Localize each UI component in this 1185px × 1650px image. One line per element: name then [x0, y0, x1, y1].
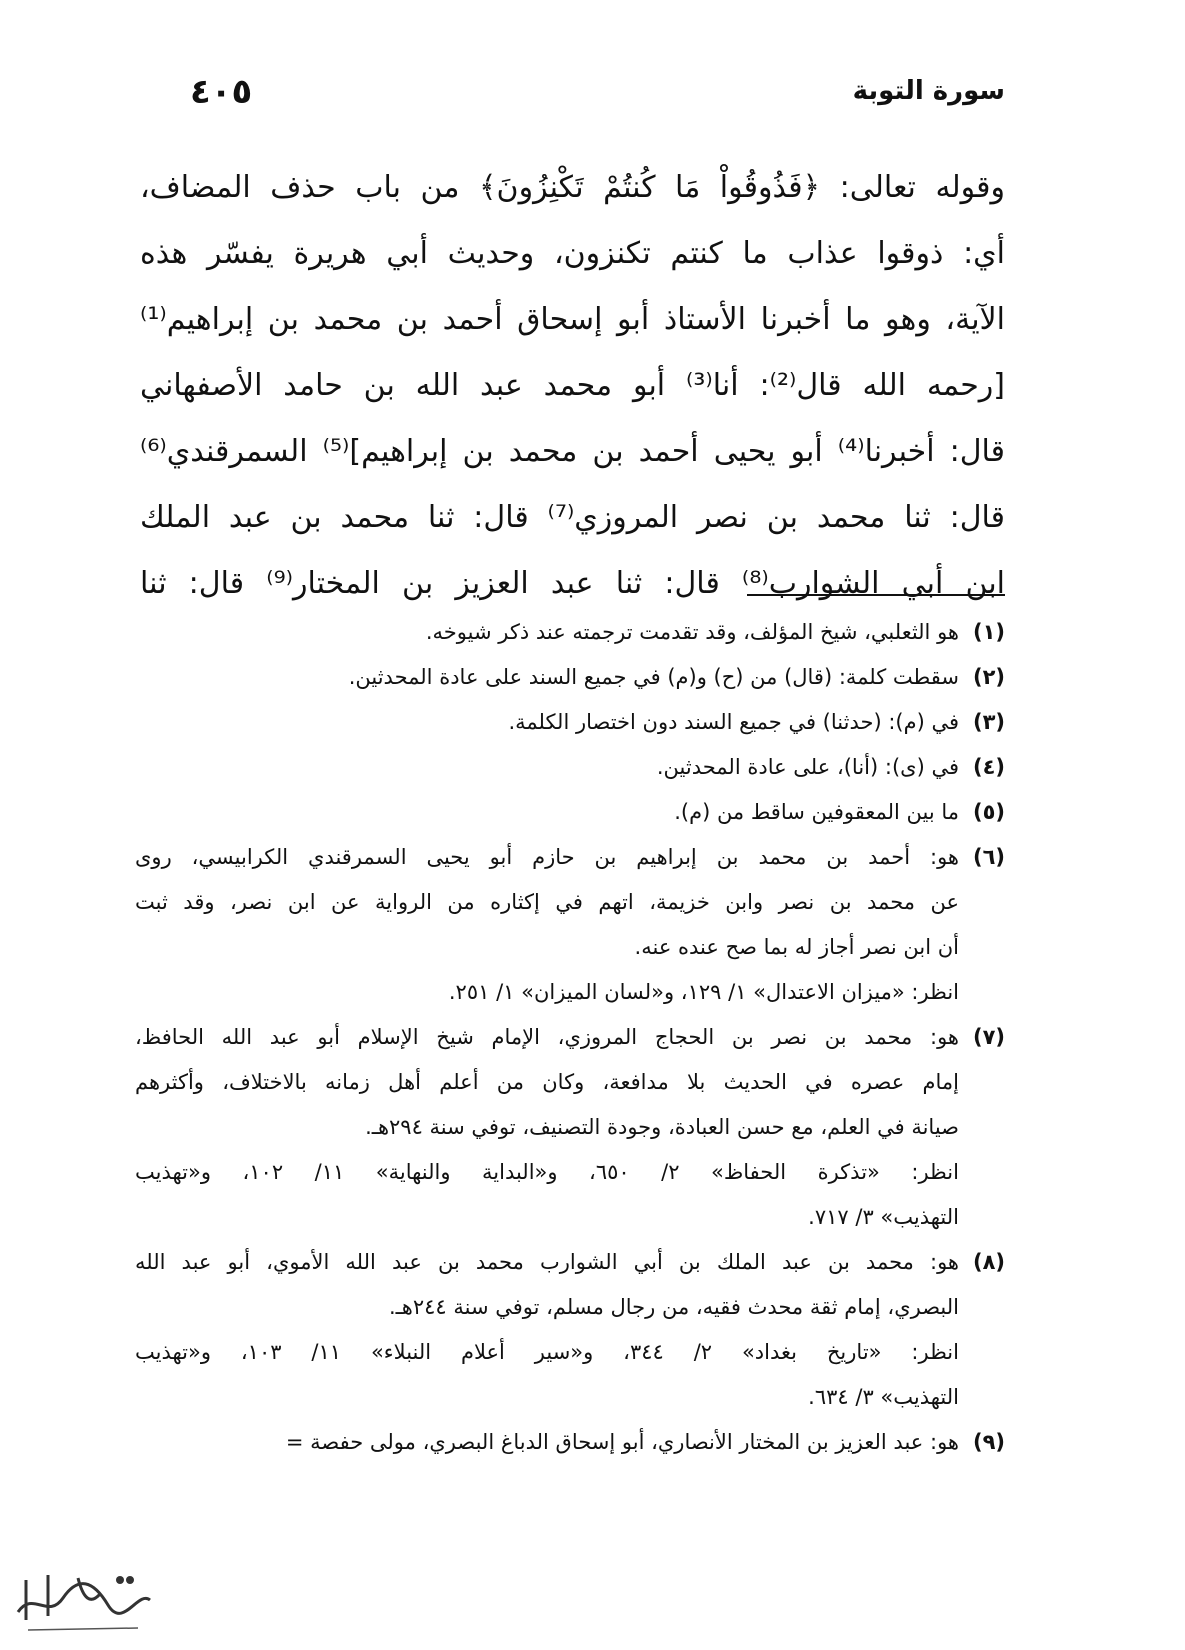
main-text	[140, 155, 1005, 617]
footnote-line: هو: محمد بن عبد الملك بن أبي الشوارب محمد بن عبد الله الأموي، أبو عبد الله	[135, 1250, 959, 1274]
footnote-number: (٢)	[972, 665, 1005, 689]
footnote-line: في (م): (حدثنا) في جميع السند دون اختصار الكلمة.	[508, 710, 959, 734]
footnote-line: البصري، إمام ثقة محدث فقيه، من رجال مسلم، توفي سنة ٢٤٤هـ.	[388, 1295, 959, 1319]
footnote-line: في (ى): (أنا)، على عادة المحدثين.	[656, 755, 959, 779]
footnotes	[135, 610, 1005, 1465]
main-text-line: أي: ذوقوا عذاب ما كنتم تكنزون، وحديث أبي هريرة يفسّر هذه	[140, 236, 1005, 271]
footnote-line: هو: عبد العزيز بن المختار الأنصاري، أبو إسحاق الدباغ البصري، مولى حفصة =	[285, 1430, 959, 1454]
page-header	[190, 68, 1005, 128]
footnote-number: (٦)	[972, 845, 1005, 869]
page-number: ٤٠٥	[190, 72, 253, 112]
main-text-line: الآية، وهو ما أخبرنا الأستاذ أبو إسحاق أحمد بن محمد بن إبراهيم⁽¹⁾	[140, 302, 1005, 337]
footnote	[135, 700, 1005, 745]
footnote-line: ما بين المعقوفين ساقط من (م).	[674, 800, 959, 824]
main-text-line: ابن أبي الشوارب⁽⁸⁾ قال: ثنا عبد العزيز بن المختار⁽⁹⁾ قال: ثنا	[140, 566, 1005, 601]
main-text-line: قال: ثنا محمد بن نصر المروزي⁽⁷⁾ قال: ثنا محمد بن عبد الملك	[140, 500, 1005, 535]
footnote-number: (٩)	[972, 1430, 1005, 1454]
surah-title: سورة التوبة	[852, 76, 1005, 106]
library-stamp-logo	[8, 1550, 158, 1640]
main-text-line: قال: أخبرنا⁽⁴⁾ أبو يحيى أحمد بن محمد بن إبراهيم]⁽⁵⁾ السمرقندي⁽⁶⁾	[140, 434, 1005, 469]
footnote-line: انظر: «تاريخ بغداد» ٢/ ٣٤٤، و«سير أعلام النبلاء» ١١/ ١٠٣، و«تهذيب	[135, 1340, 959, 1364]
footnote	[135, 745, 1005, 790]
footnote-line: هو: أحمد بن محمد بن إبراهيم بن حازم أبو يحيى السمرقندي الكرابيسي، روى	[135, 845, 959, 869]
main-text-line: وقوله تعالى: ﴿فَذُوقُواْ مَا كُنتُمْ تَكْنِزُونَ﴾ من باب حذف المضاف،	[140, 170, 1005, 205]
main-text-line: [رحمه الله قال⁽²⁾: أنا⁽³⁾ أبو محمد عبد الله بن حامد الأصفهاني	[140, 368, 1005, 403]
footnote	[135, 835, 1005, 1015]
footnote	[135, 610, 1005, 655]
footnote-line: عن محمد بن نصر وابن خزيمة، اتهم في إكثاره من الرواية عن ابن نصر، وقد ثبت	[135, 890, 959, 914]
footnote-line: التهذيب» ٣/ ٦٣٤.	[808, 1385, 959, 1409]
footnote-number: (٤)	[972, 755, 1005, 779]
footnote-number: (٨)	[972, 1250, 1005, 1274]
footnote-number: (٥)	[972, 800, 1005, 824]
footnote	[135, 1240, 1005, 1420]
footnote	[135, 655, 1005, 700]
footnote-line: هو الثعلبي، شيخ المؤلف، وقد تقدمت ترجمته عند ذكر شيوخه.	[425, 620, 959, 644]
footnote	[135, 1015, 1005, 1240]
footnote-number: (٣)	[972, 710, 1005, 734]
footnote-line: صيانة في العلم، مع حسن العبادة، وجودة التصنيف، توفي سنة ٢٩٤هـ.	[365, 1115, 959, 1139]
footnote-line: التهذيب» ٣/ ٧١٧.	[808, 1205, 959, 1229]
footnote-line: إمام عصره في الحديث بلا مدافعة، وكان من أعلم أهل زمانه بالاختلاف، وأكثرهم	[135, 1070, 959, 1094]
footnote-line: أن ابن نصر أجاز له بما صح عنده عنه.	[634, 935, 959, 959]
footnote-line: هو: محمد بن نصر بن الحجاج المروزي، الإمام شيخ الإسلام أبو عبد الله الحافظ،	[135, 1025, 959, 1049]
footnote-separator	[747, 594, 1005, 596]
footnote-number: (١)	[972, 620, 1005, 644]
footnote	[135, 1420, 1005, 1465]
footnote-line: انظر: «تذكرة الحفاظ» ٢/ ٦٥٠، و«البداية والنهاية» ١١/ ١٠٢، و«تهذيب	[135, 1160, 959, 1184]
footnote-number: (٧)	[972, 1025, 1005, 1049]
footnote-line: انظر: «ميزان الاعتدال» ١/ ١٢٩، و«لسان الميزان» ١/ ٢٥١.	[448, 980, 959, 1004]
footnote	[135, 790, 1005, 835]
footnote-line: سقطت كلمة: (قال) من (ح) و(م) في جميع السند على عادة المحدثين.	[348, 665, 959, 689]
